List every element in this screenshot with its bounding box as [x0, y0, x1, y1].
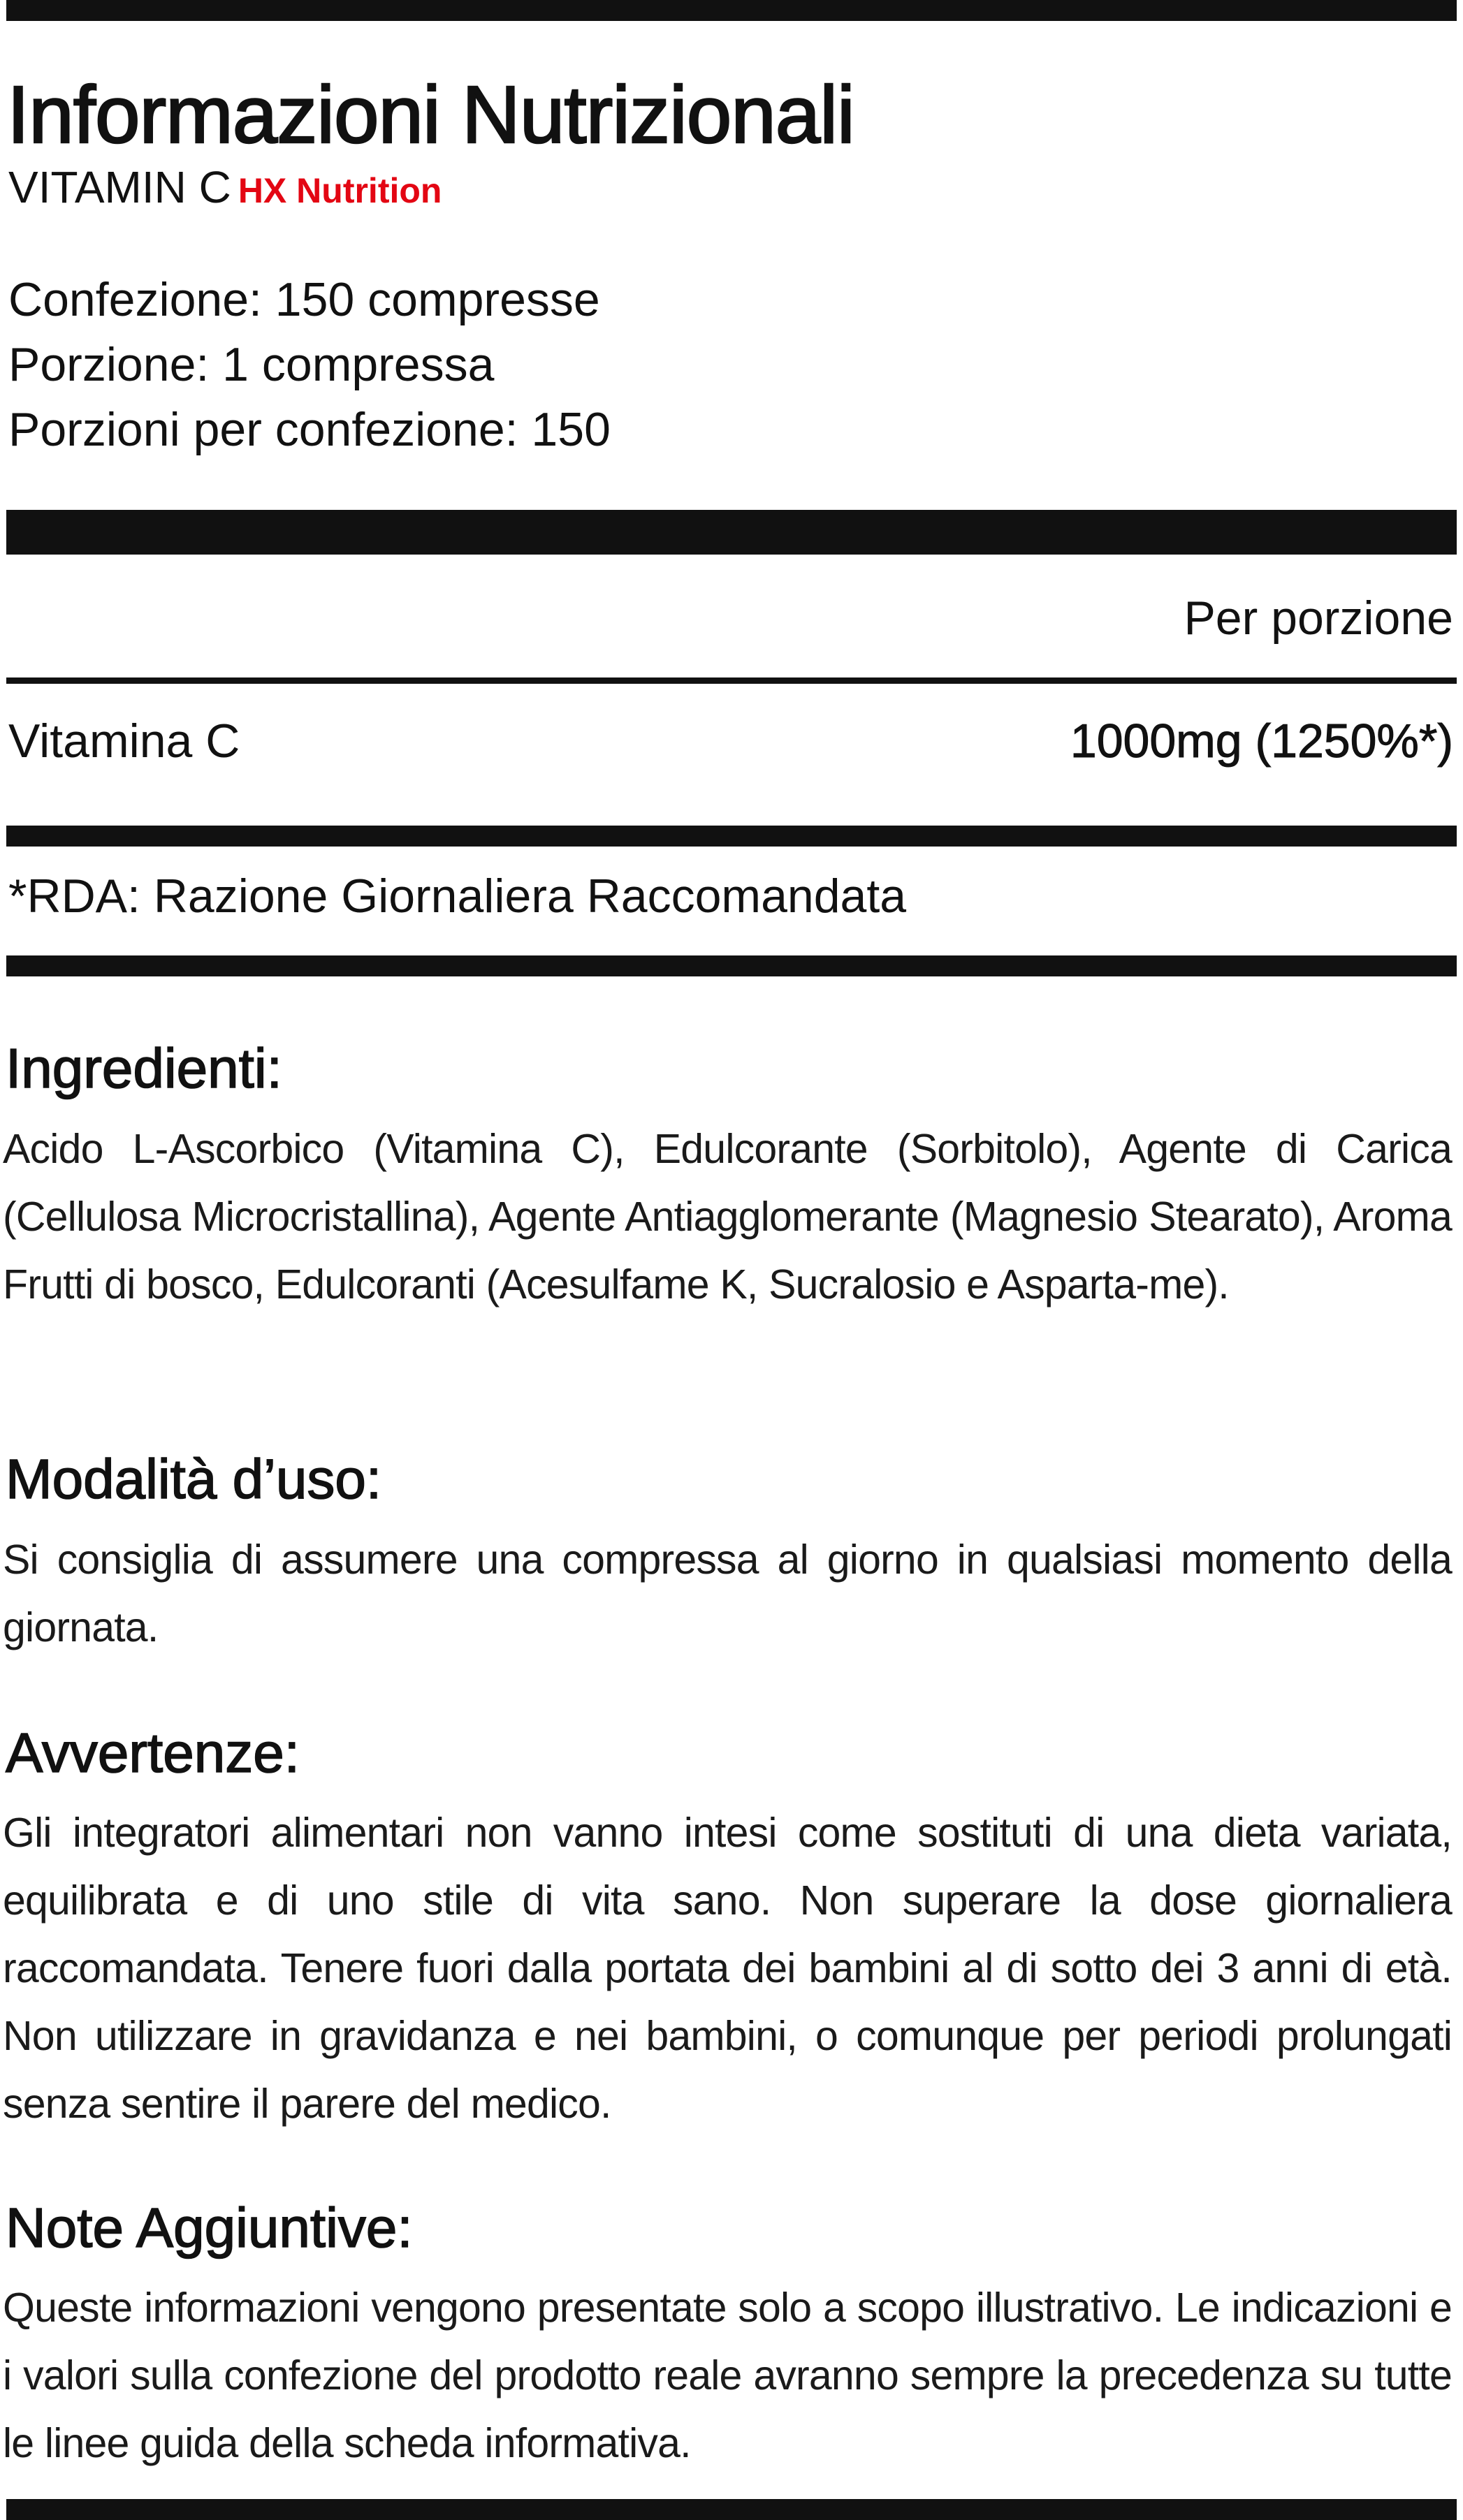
ingredients-text: Acido L-Ascorbico (Vitamina C), Edulcorante (Sorbitolo), Agente di Carica (Cellulosa Microcristallina), Agente Antiagglomerante (Magnesio Stearato), Aroma Frutti di bosco, Edulcoranti (Acesulfame K, Sucralosio e Asparta-me).: [3, 1126, 1452, 1307]
nutrient-name: Vitamina C: [8, 715, 240, 768]
brand-name: HX Nutrition: [238, 171, 442, 210]
package-size: Confezione: 150 compresse: [8, 273, 600, 326]
table-bottom-divider: [6, 826, 1457, 847]
notes-heading: Note Aggiuntive:: [6, 2197, 413, 2259]
thin-divider: [6, 677, 1457, 684]
usage-heading: Modalità d’uso:: [6, 1448, 382, 1510]
warnings-text: Gli integratori alimentari non vanno intesi come sostituti di una dieta variata, equilibrata e di uno stile di vita sano. Non superare la dose giornaliera raccomandata. Tenere fuori dalla portata dei bambini al di sotto dei 3 anni di età. Non utilizzare in gravidanza e nei bambini, o comunque per periodi prolungati senza sentire il parere del medico.: [3, 1810, 1452, 2127]
portions-per-package: Porzioni per confezione: 150: [8, 403, 611, 456]
notes-text: Queste informazioni vengono presentate solo a scopo illustrativo. Le indicazioni e i valori sulla confezione del prodotto reale avranno sempre la precedenza su tutte le linee guida della scheda informativa.: [3, 2285, 1452, 2466]
product-line: [8, 159, 442, 219]
label-title: Informazioni Nutrizionali: [7, 69, 854, 160]
portion-size: Porzione: 1 compressa: [8, 338, 495, 391]
nutrient-value: 1000mg (1250%*): [1070, 715, 1453, 768]
product-name: VITAMIN C: [8, 162, 231, 212]
per-portion-header: Per porzione: [1184, 592, 1453, 645]
rda-footnote: *RDA: Razione Giornaliera Raccomandata: [8, 870, 907, 923]
warnings-heading: Avvertenze:: [6, 1722, 300, 1784]
footnote-divider: [6, 955, 1457, 976]
ingredients-heading: Ingredienti:: [6, 1037, 282, 1099]
usage-text: Si consiglia di assumere una compressa al giorno in qualsiasi momento della giornata.: [3, 1537, 1452, 1650]
thick-divider: [6, 510, 1457, 555]
top-divider: [6, 0, 1457, 21]
bottom-divider: [6, 2499, 1457, 2520]
